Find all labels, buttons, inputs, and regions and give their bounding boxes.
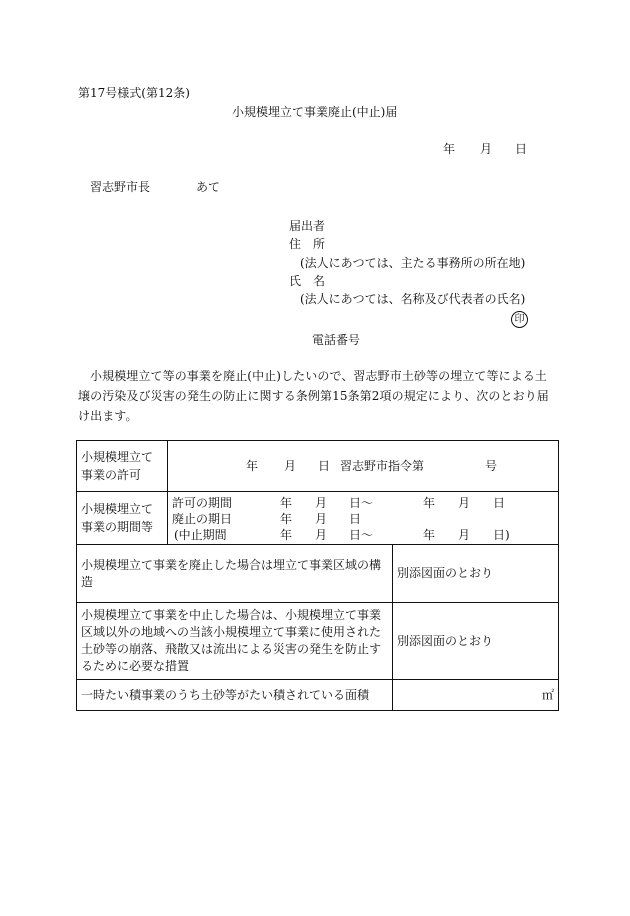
name-label: 氏 名 [289, 274, 326, 288]
table-row [77, 441, 559, 492]
permit-period-end-year: 年 [423, 496, 436, 510]
date-day: 日 [515, 142, 528, 156]
permit-label-cell [77, 441, 168, 492]
table-row [77, 492, 559, 545]
structure-value-cell [393, 545, 559, 603]
suspension-end-month: 月 [458, 528, 471, 542]
permit-day: 日 [318, 459, 331, 473]
permit-period-start-month: 月 [315, 496, 328, 510]
table-row [77, 545, 559, 603]
suspension-start-month: 月 [315, 528, 328, 542]
name-note: (法人にあつては、名称及び代表者の氏名) [300, 292, 526, 306]
date-year: 年 [443, 142, 456, 156]
permit-period-end-day: 日 [493, 496, 506, 510]
area-label: 一時たい積事業のうち土砂等がたい積されている面積 [81, 687, 370, 702]
permit-year: 年 [246, 459, 259, 473]
period-label: 小規模埋立て事業の期間等 [81, 502, 154, 534]
table-row [77, 680, 559, 711]
seal-mark: 印 [511, 311, 528, 328]
measures-label-cell [77, 603, 393, 680]
measures-value: 別添図面のとおり [397, 633, 494, 648]
structure-label-cell [77, 545, 393, 603]
period-value-cell [168, 492, 559, 545]
permit-period-start-day: 日～ [349, 496, 374, 510]
structure-label: 小規模埋立て事業を廃止した場合は埋立て事業区域の構造 [81, 557, 382, 589]
permit-number-suffix: 号 [485, 459, 498, 473]
period-label-cell [77, 492, 168, 545]
structure-value: 別添図面のとおり [397, 566, 494, 580]
body-paragraph: 小規模埋立て等の事業を廃止(中止)したいので、習志野市土砂等の埋立て等による土壌の汚染及び災害の発生の防止に関する条例第15条第2項の規定により、次のとおり届け出ます。 [78, 369, 549, 423]
address-note: (法人にあつては、主たる事務所の所在地) [300, 256, 526, 270]
permit-value-cell [168, 441, 559, 492]
measures-value-cell [393, 603, 559, 680]
address-label: 住 所 [289, 237, 326, 251]
suspension-end-day: 日) [493, 528, 510, 542]
document-title: 小規模埋立て事業廃止(中止)届 [232, 105, 398, 119]
suspension-period-label: (中止期間 [174, 528, 227, 542]
form-number: 第17号様式(第12条) [78, 86, 190, 100]
abolition-month: 月 [315, 512, 328, 526]
abolition-day: 日 [349, 512, 362, 526]
suspension-start-year: 年 [280, 528, 293, 542]
permit-label: 小規模埋立て事業の許可 [81, 450, 154, 482]
addressee-suffix: あて [196, 180, 221, 194]
permit-period-end-month: 月 [458, 496, 471, 510]
abolition-year: 年 [280, 512, 293, 526]
area-label-cell [77, 680, 393, 711]
suspension-end-year: 年 [423, 528, 436, 542]
area-value-cell [393, 680, 559, 711]
permit-period-start-year: 年 [280, 496, 293, 510]
abolition-date-label: 廃止の期日 [172, 512, 233, 526]
phone-label: 電話番号 [312, 333, 361, 347]
applicant-label: 届出者 [289, 219, 326, 233]
area-unit: ㎡ [541, 687, 554, 702]
measures-label: 小規模埋立て事業を中止した場合は、小規模埋立て事業区域以外の地域への当該小規模埋立て事業に使用された土砂等の崩落、飛散又は流出による災害の発生を防止するために必要な措置 [81, 608, 382, 673]
suspension-start-day: 日～ [349, 528, 374, 542]
permit-designation: 習志野市指令第 [340, 459, 425, 473]
notification-table [76, 440, 559, 711]
permit-period-label: 許可の期間 [172, 496, 233, 510]
table-row [77, 603, 559, 680]
permit-month: 月 [284, 459, 297, 473]
date-month: 月 [480, 142, 493, 156]
addressee-name: 習志野市長 [90, 180, 151, 194]
